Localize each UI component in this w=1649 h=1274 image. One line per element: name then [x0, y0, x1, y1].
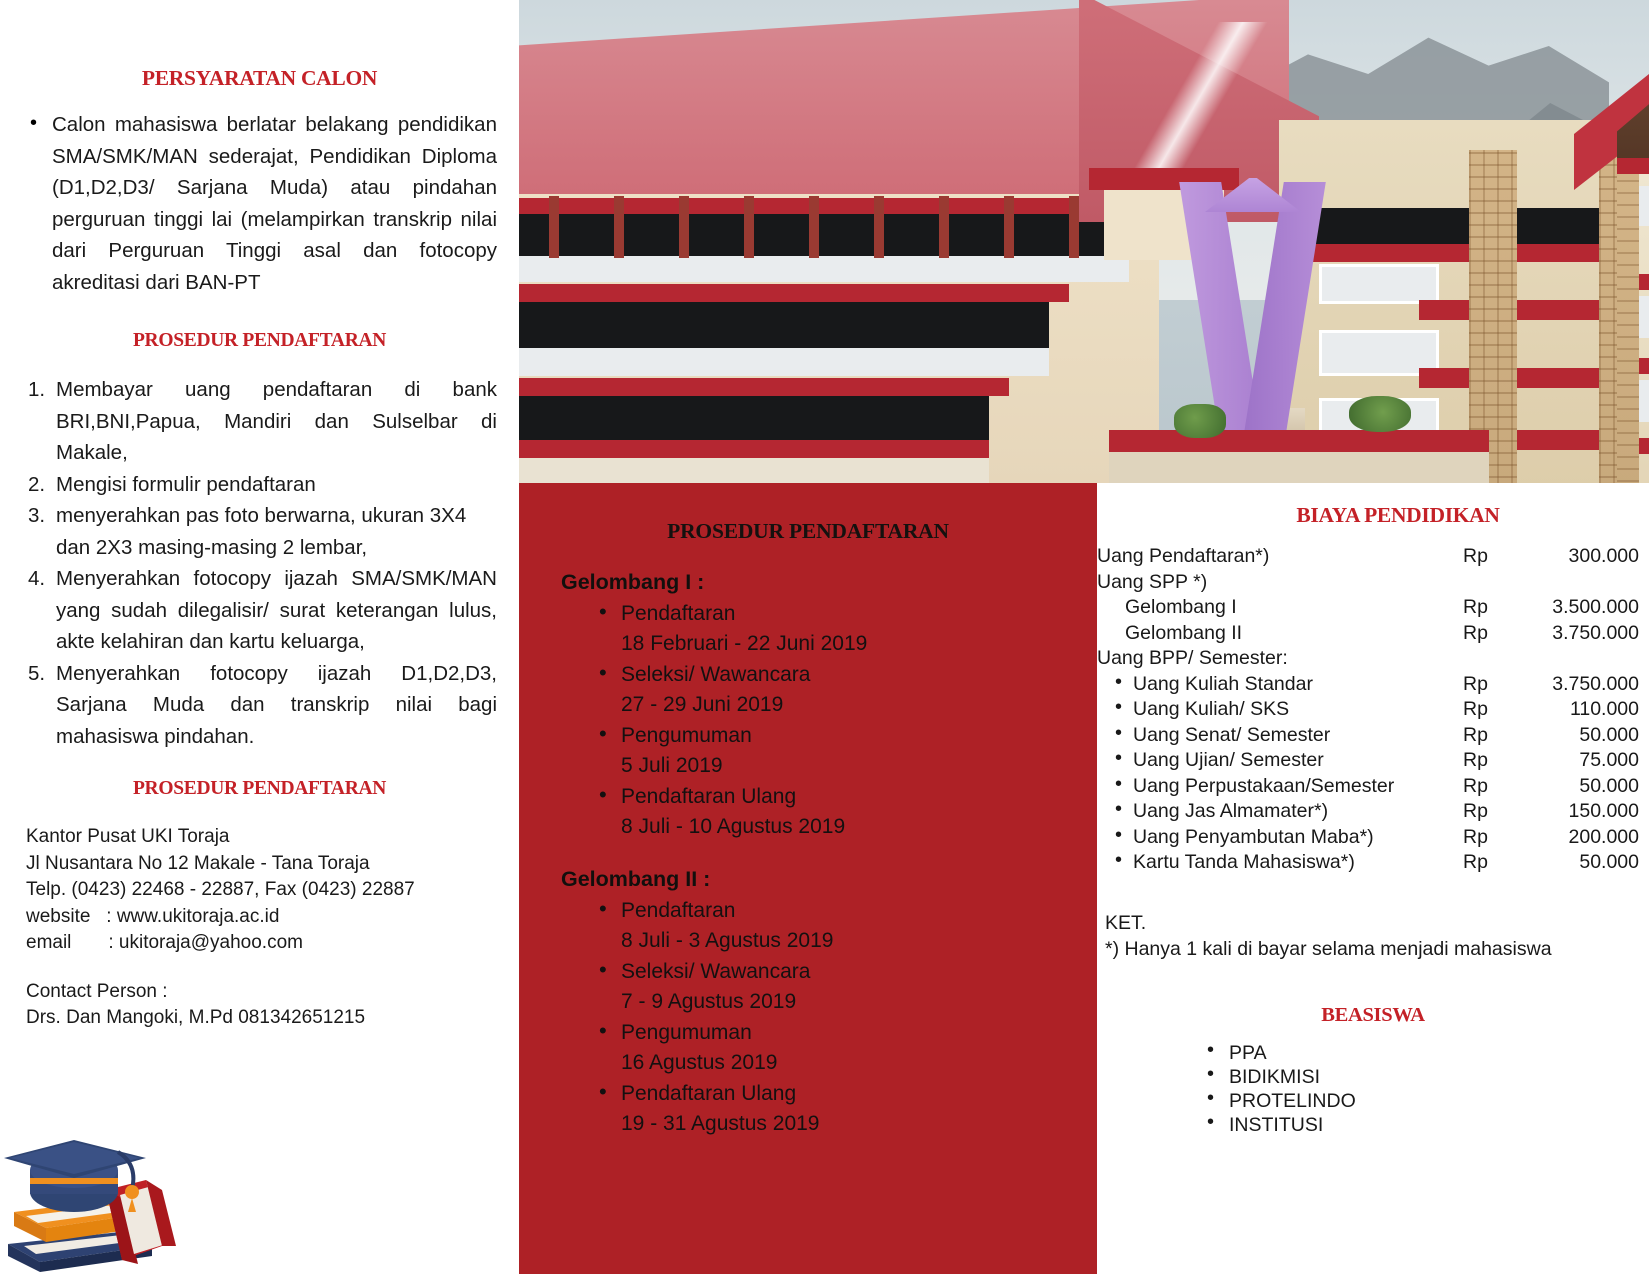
fee-currency [1463, 646, 1509, 672]
keterangan-note: *) Hanya 1 kali di bayar selama menjadi mahasiswa [1105, 937, 1552, 960]
fee-amount: 3.750.000 [1552, 672, 1639, 695]
list-item: • PROTELINDO [1207, 1089, 1639, 1113]
fee-amount: 3.750.000 [1552, 621, 1639, 644]
fee-currency: Rp [1463, 774, 1488, 797]
fee-label: Gelombang II [1125, 621, 1243, 644]
fee-currency: Rp [1463, 723, 1488, 746]
list-item [599, 599, 1063, 658]
office-website[interactable]: website : www.ukitoraja.ac.id [26, 905, 280, 927]
prosedur-pendaftaran-heading: PROSEDUR PENDAFTARAN [132, 330, 387, 351]
graduation-cap-books-icon [2, 1094, 212, 1274]
table-row [1097, 595, 1639, 621]
schedule-date: 18 Februari - 22 Juni 2019 [621, 631, 868, 655]
list-item [599, 1079, 1063, 1138]
fee-amount: 200.000 [1568, 825, 1639, 848]
gelombang-1-list [553, 599, 1063, 841]
fee-label: • Uang Jas Almamater*) [1097, 799, 1463, 825]
schedule-label: Pendaftaran [621, 602, 736, 625]
gelombang-2-list [553, 896, 1063, 1138]
list-item [599, 1018, 1063, 1077]
fee-currency: Rp [1463, 621, 1488, 644]
fee-label: Gelombang I [1125, 596, 1237, 618]
fee-amount [1509, 570, 1639, 596]
table-row [1097, 850, 1639, 876]
gelombang-2-title: Gelombang II : [561, 867, 711, 891]
schedule-label: Pengumuman [621, 724, 752, 747]
contact-address-block [22, 824, 497, 957]
schedule-label: Seleksi/ Wawancara [621, 960, 811, 983]
biaya-pendidikan-table [1097, 544, 1639, 876]
schedule-date: 8 Juli - 10 Agustus 2019 [621, 814, 846, 838]
contact-person-label: Contact Person : [26, 980, 168, 1002]
list-item: Menyerahkan fotocopy ijazah D1,D2,D3, Sarjana Muda dan transkrip nilai bagi mahasiswa pindahan. [56, 661, 497, 748]
list-item [599, 782, 1063, 841]
fee-label: • Uang Perpustakaan/Semester [1097, 774, 1463, 800]
beasiswa-heading: BEASISWA [1321, 1003, 1425, 1026]
schedule-label: Pengumuman [621, 1021, 752, 1044]
fee-amount: 110.000 [1569, 698, 1639, 720]
fee-label: • Uang Ujian/ Semester [1097, 748, 1463, 774]
list-item [599, 660, 1063, 719]
fee-currency: Rp [1463, 800, 1488, 822]
schedule-date: 8 Juli - 3 Agustus 2019 [621, 928, 834, 952]
schedule-label: Pendaftaran Ulang [621, 1082, 797, 1105]
beasiswa-list [1097, 1041, 1639, 1137]
table-row [1097, 672, 1639, 698]
fee-amount: 50.000 [1579, 774, 1639, 797]
fee-currency: Rp [1463, 851, 1488, 873]
list-item: • Calon mahasiswa berlatar belakang pendidikan SMA/SMK/MAN sederajat, Pendidikan Diploma (D1,D2,D3/ Sarjana Muda) atau pindahan perguruan tinggi lai (melampirkan transkrip nilai dari Perguruan Tinggi asal dan fotocopy akreditasi dari BAN-PT [22, 109, 497, 298]
schedule-date: 16 Agustus 2019 [621, 1050, 778, 1074]
table-row [1097, 748, 1639, 774]
fee-label: • Uang Senat/ Semester [1097, 723, 1463, 749]
fee-amount: 75.000 [1579, 749, 1639, 771]
table-row [1097, 774, 1639, 800]
fee-label: Uang Pendaftaran*) [1097, 545, 1270, 567]
gelombang-1-title: Gelombang I : [561, 570, 705, 594]
office-address: Jl Nusantara No 12 Makale - Tana Toraja [26, 852, 370, 874]
list-item [599, 721, 1063, 780]
table-row [1097, 825, 1639, 851]
keterangan-block [1097, 910, 1639, 962]
schedule-label: Pendaftaran [621, 899, 736, 922]
schedule-date: 5 Juli 2019 [621, 753, 723, 777]
red-panel-heading: PROSEDUR PENDAFTARAN [667, 519, 949, 543]
contact-person-value: Drs. Dan Mangoki, M.Pd 081342651215 [26, 1007, 366, 1028]
left-column [0, 0, 519, 1274]
fee-currency [1463, 570, 1509, 596]
prosedur-pendaftaran-list [22, 374, 497, 752]
fee-currency: Rp [1463, 698, 1488, 720]
list-item: • INSTITUSI [1207, 1113, 1639, 1137]
list-item: • BIDIKMISI [1207, 1065, 1639, 1089]
fee-label: • Uang Penyambutan Maba*) [1097, 825, 1463, 851]
keterangan-label: KET. [1105, 911, 1147, 934]
schedule-date: 19 - 31 Agustus 2019 [621, 1111, 820, 1135]
fee-currency: Rp [1463, 596, 1488, 618]
contact-section-heading: PROSEDUR PENDAFTARAN [132, 778, 387, 799]
list-item: • PPA [1207, 1041, 1639, 1065]
fee-currency: Rp [1463, 545, 1488, 567]
table-row [1097, 799, 1639, 825]
table-row [1097, 621, 1639, 647]
campus-building-photo [519, 0, 1649, 483]
list-item: Membayar uang pendaftaran di bank BRI,BNI,Papua, Mandiri dan Sulselbar di Makale, [56, 378, 497, 464]
office-phone: Telp. (0423) 22468 - 22887, Fax (0423) 22887 [26, 879, 415, 900]
fee-label: • Kartu Tanda Mahasiswa*) [1097, 850, 1463, 876]
fee-currency: Rp [1463, 672, 1488, 695]
persyaratan-heading: PERSYARATAN CALON [141, 66, 378, 90]
right-column [1097, 483, 1649, 1274]
list-item [599, 896, 1063, 955]
fee-amount: 300.000 [1568, 545, 1639, 567]
list-item: Mengisi formulir pendaftaran [56, 472, 316, 496]
fee-label: Uang SPP *) [1097, 570, 1208, 593]
fee-label: • Uang Kuliah Standar [1097, 672, 1463, 698]
table-row [1097, 723, 1639, 749]
list-item [599, 957, 1063, 1016]
office-name: Kantor Pusat UKI Toraja [26, 826, 230, 847]
schedule-date: 27 - 29 Juni 2019 [621, 692, 784, 716]
fee-amount: 150.000 [1568, 800, 1639, 822]
table-row [1097, 646, 1639, 672]
schedule-date: 7 - 9 Agustus 2019 [621, 989, 797, 1013]
contact-person-block [22, 979, 497, 1032]
biaya-pendidikan-heading: BIAYA PENDIDIKAN [1296, 503, 1500, 527]
fee-amount: 50.000 [1579, 723, 1639, 746]
fee-label: Uang BPP/ Semester: [1097, 647, 1288, 669]
list-item: Menyerahkan fotocopy ijazah SMA/SMK/MAN yang sudah dilegalisir/ surat keterangan lulus, akte kelahiran dan kartu keluarga, [56, 567, 497, 653]
table-row [1097, 697, 1639, 723]
fee-amount [1509, 646, 1639, 672]
fee-amount: 3.500.000 [1552, 596, 1639, 618]
fee-currency: Rp [1463, 825, 1488, 848]
fee-amount: 50.000 [1579, 851, 1639, 873]
fee-currency: Rp [1463, 749, 1488, 771]
office-email[interactable]: email : ukitoraja@yahoo.com [26, 932, 303, 953]
persyaratan-list [22, 109, 497, 298]
schedule-label: Pendaftaran Ulang [621, 785, 797, 808]
schedule-label: Seleksi/ Wawancara [621, 663, 811, 686]
list-item: menyerahkan pas foto berwarna, ukuran 3X4 dan 2X3 masing-masing 2 lembar, [56, 504, 467, 559]
table-row [1097, 570, 1639, 596]
fee-label: • Uang Kuliah/ SKS [1097, 697, 1463, 723]
prosedur-pendaftaran-panel [519, 483, 1097, 1274]
table-row [1097, 544, 1639, 570]
